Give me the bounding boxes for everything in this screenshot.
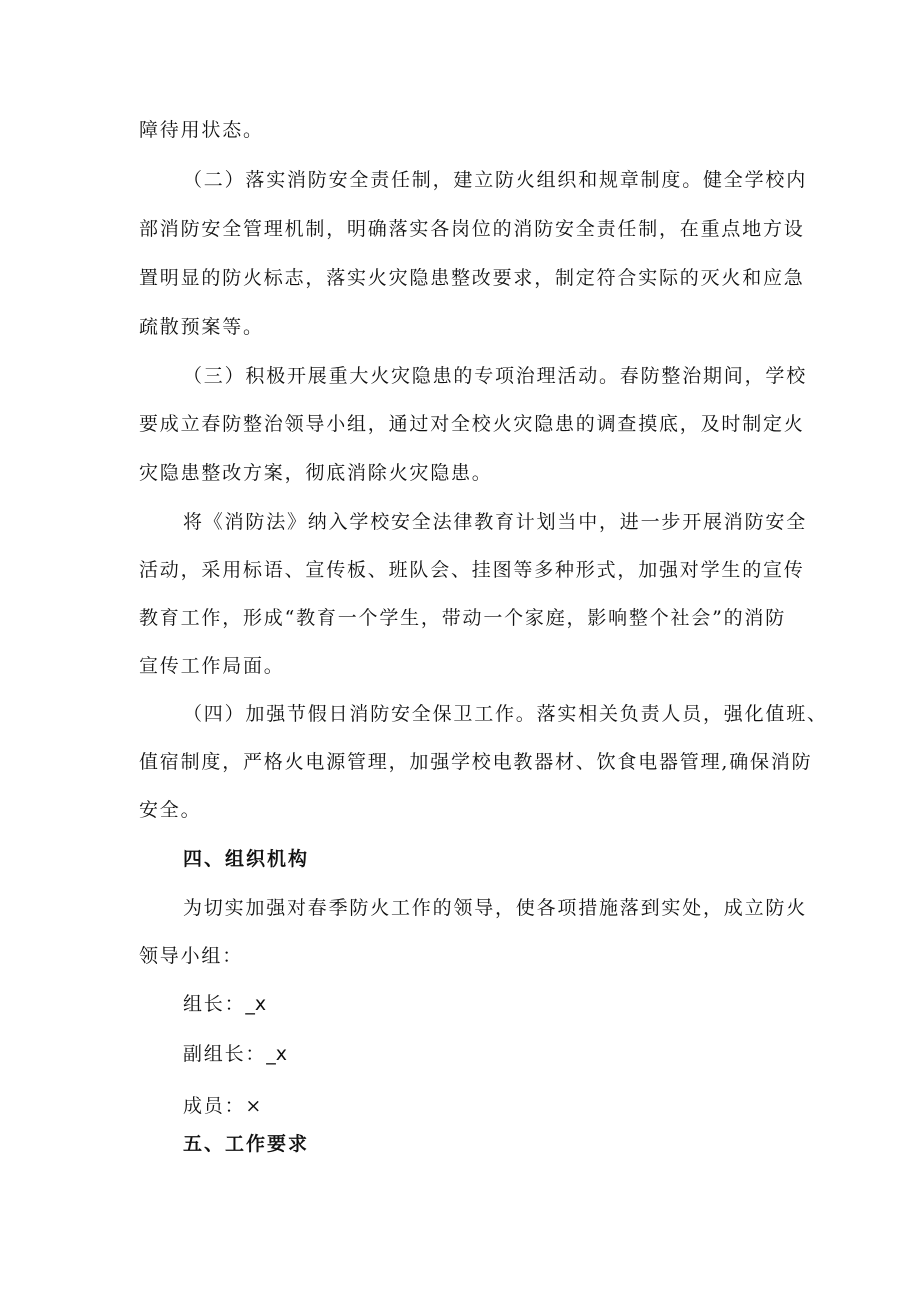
deputy-leader-label: 副组长： [183, 1043, 267, 1065]
leader-row [183, 990, 833, 1018]
paragraph-line: 障待用状态。 [139, 119, 264, 141]
section-heading: 五、工作要求 [183, 1133, 310, 1155]
paragraph-line: （四）加强节假日消防安全保卫工作。落实相关负责人员，强化值班、 [183, 703, 828, 725]
members-label: 成员： [183, 1095, 246, 1117]
paragraph-line: 值宿制度，严格火电源管理，加强学校电教器材、饮食电器管理,确保消防 [139, 751, 813, 773]
leader-value: _x [245, 993, 267, 1015]
deputy-leader-row [183, 1040, 833, 1068]
paragraph-line: 领导小组： [139, 945, 244, 967]
deputy-leader-value: _x [266, 1043, 287, 1065]
paragraph-line: （三）积极开展重大火灾隐患的专项治理活动。春防整治期间，学校 [183, 365, 808, 387]
paragraph-line: 活动，采用标语、宣传板、班队会、挂图等多种形式，加强对学生的宣传 [139, 559, 805, 581]
paragraph-line: 将《消防法》纳入学校安全法律教育计划当中，进一步开展消防安全 [183, 511, 808, 533]
paragraph-line: 部消防安全管理机制，明确落实各岗位的消防安全责任制，在重点地方设 [139, 218, 805, 240]
paragraph-line: 宣传工作局面。 [139, 655, 285, 677]
paragraph-line: 教育工作，形成“教育一个学生，带动一个家庭，影响整个社会”的消防 [139, 607, 787, 629]
paragraph-line: 置明显的防火标志，落实火灾隐患整改要求，制定符合实际的灭火和应急 [139, 267, 805, 289]
members-value: × [245, 1095, 264, 1117]
members-row [183, 1092, 833, 1120]
leader-label: 组长： [183, 993, 246, 1015]
paragraph-line: 为切实加强对春季防火工作的领导，使各项措施落到实处，成立防火 [183, 897, 808, 919]
section-heading: 四、组织机构 [183, 848, 310, 870]
paragraph-line: 要成立春防整治领导小组，通过对全校火灾隐患的调查摸底，及时制定火 [139, 413, 805, 435]
paragraph-line: 疏散预案等。 [139, 316, 264, 338]
paragraph-line: 灾隐患整改方案，彻底消除火灾隐患。 [139, 462, 493, 484]
paragraph-line: （二）落实消防安全责任制，建立防火组织和规章制度。健全学校内 [183, 169, 808, 191]
paragraph-line: 安全。 [139, 799, 202, 821]
